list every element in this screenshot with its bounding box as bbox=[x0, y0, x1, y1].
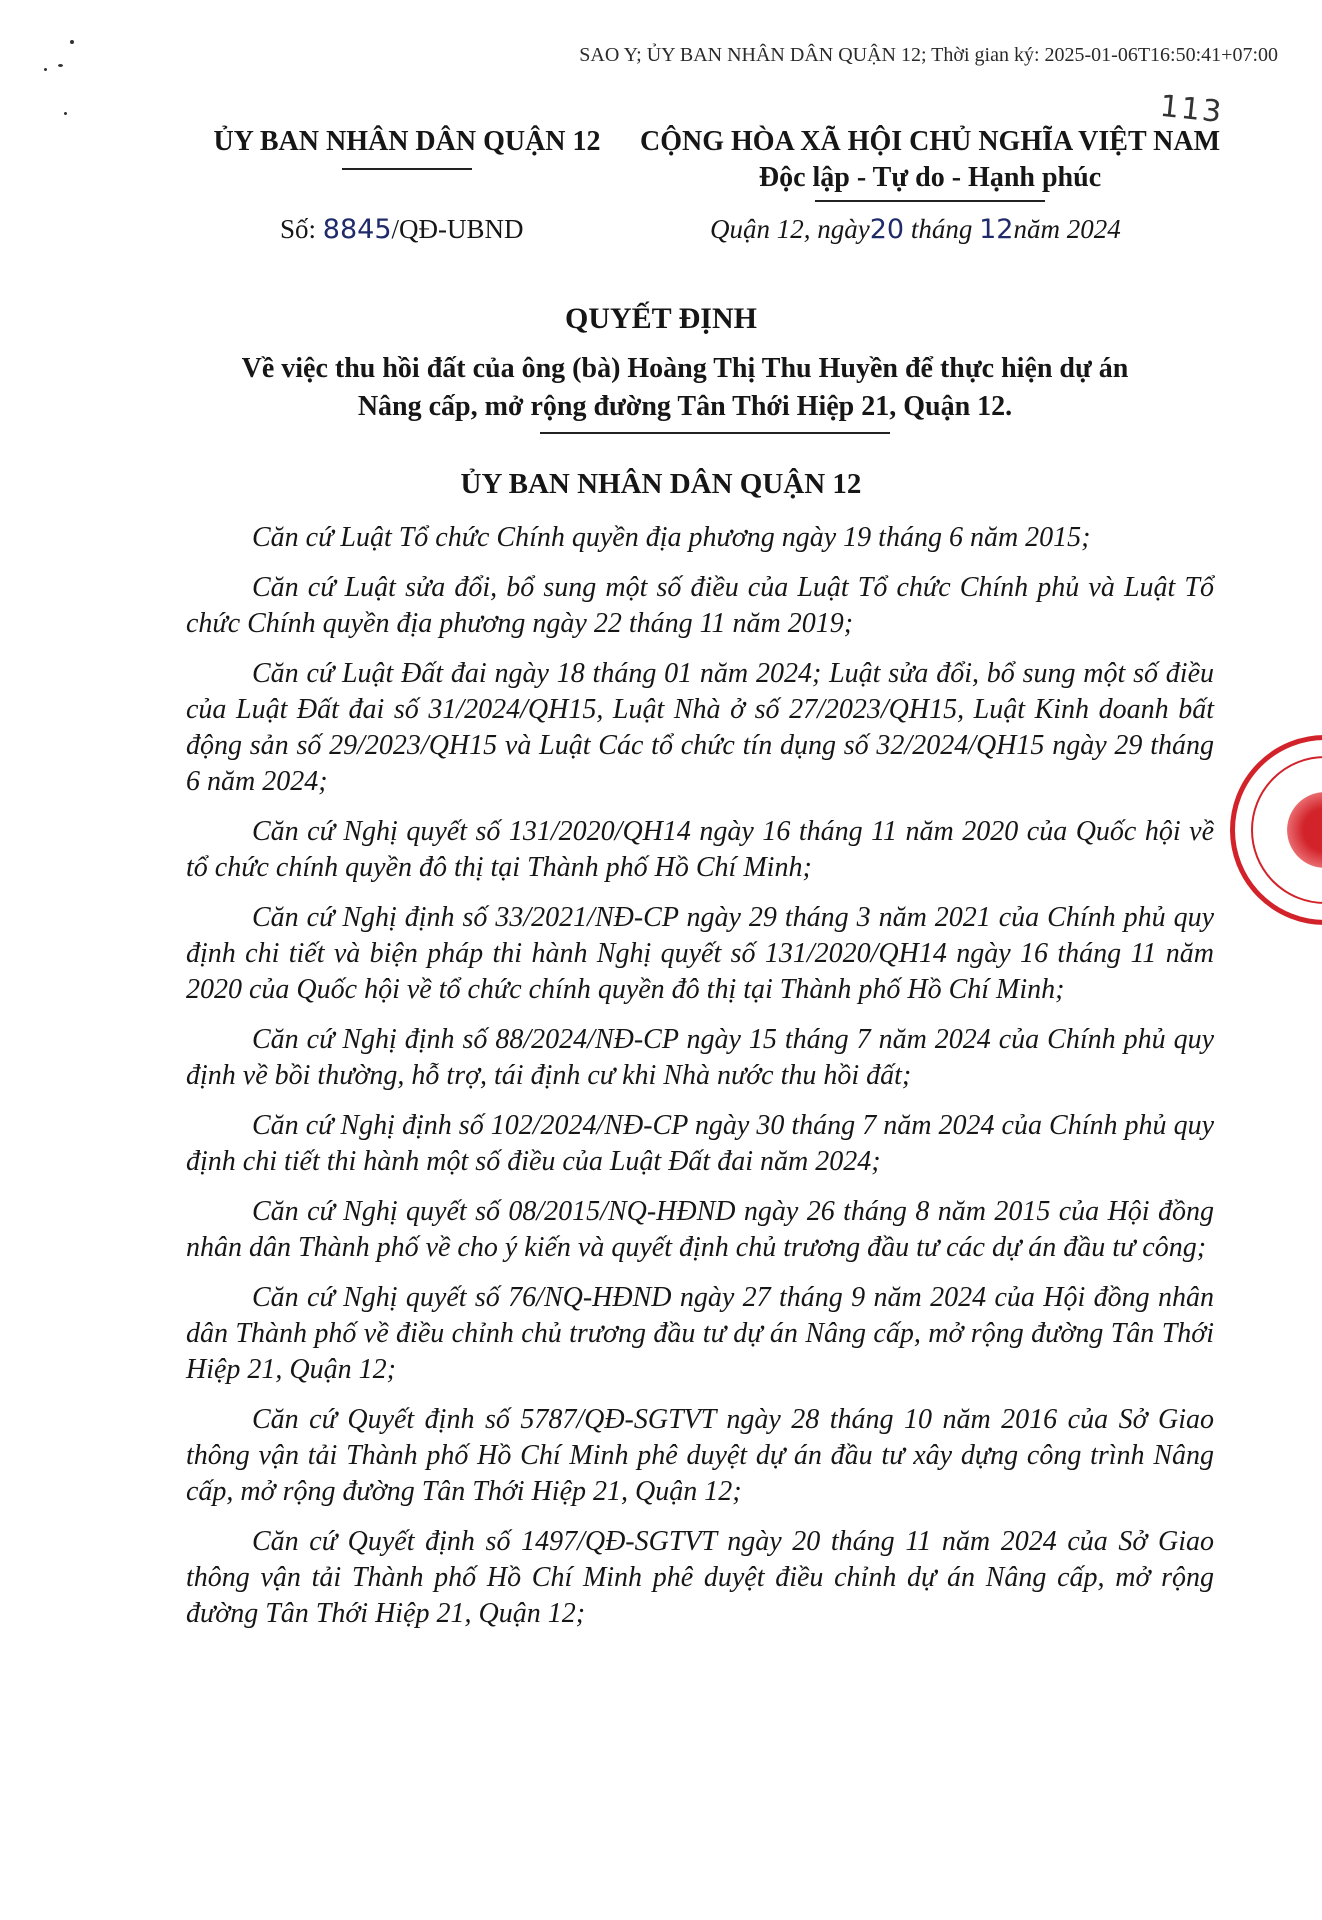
official-seal-stamp bbox=[1230, 735, 1322, 925]
handwritten-number: 8845 bbox=[322, 214, 392, 245]
legal-basis-item: Căn cứ Nghị định số 102/2024/NĐ-CP ngày 30 tháng 7 năm 2024 của Chính phủ quy định chi tiết thi hành một số điều của Luật Đất đai năm 2024; bbox=[186, 1110, 1214, 1177]
national-motto: Độc lập - Tự do - Hạnh phúc bbox=[758, 162, 1102, 193]
document-date bbox=[710, 214, 1121, 245]
national-header bbox=[620, 126, 1240, 202]
issuer-name: ỦY BAN NHÂN DÂN QUẬN 12 bbox=[213, 126, 601, 157]
handwritten-month: 12 bbox=[979, 214, 1014, 245]
issuer-underline bbox=[342, 168, 472, 170]
scan-speck bbox=[58, 64, 63, 67]
date-month-word: tháng bbox=[904, 214, 980, 244]
legal-basis-item: Căn cứ Luật Đất đai ngày 18 tháng 01 năm 2024; Luật sửa đổi, bổ sung một số điều của Luật Đất đai số 31/2024/QH15, Luật Nhà ở số 27/2023/QH15, Luật Kinh doanh bất động sản số 29/2023/QH15 và Luật Các tổ chức tín dụng số 32/2024/QH15 ngày 29 tháng 6 năm 2024; bbox=[186, 658, 1214, 797]
document-number bbox=[280, 214, 524, 245]
issuer-header bbox=[192, 126, 622, 170]
subject-underline bbox=[540, 432, 890, 434]
date-place: Quận 12, ngày bbox=[710, 214, 870, 244]
issuing-authority: ỦY BAN NHÂN DÂN QUẬN 12 bbox=[460, 468, 862, 500]
legal-basis-item: Căn cứ Quyết định số 1497/QĐ-SGTVT ngày 20 tháng 11 năm 2024 của Sở Giao thông vận tải Thành phố Hồ Chí Minh phê duyệt điều chỉnh dự án Nâng cấp, mở rộng đường Tân Thới Hiệp 21, Quận 12; bbox=[186, 1526, 1214, 1629]
legal-basis-item: Căn cứ Nghị quyết số 131/2020/QH14 ngày 16 tháng 11 năm 2020 của Quốc hội về tổ chức chính quyền đô thị tại Thành phố Hồ Chí Minh; bbox=[186, 816, 1214, 883]
number-prefix: Số: bbox=[280, 214, 323, 244]
motto-underline bbox=[815, 200, 1045, 202]
digital-certification-line: SAO Y; ỦY BAN NHÂN DÂN QUẬN 12; Thời gian ký: 2025-01-06T16:50:41+07:00 bbox=[579, 44, 1278, 66]
document-subject bbox=[150, 350, 1220, 426]
document-title: QUYẾT ĐỊNH bbox=[565, 302, 757, 335]
scan-speck bbox=[70, 40, 74, 44]
number-suffix: /QĐ-UBND bbox=[391, 214, 524, 244]
legal-basis-item: Căn cứ Luật sửa đổi, bổ sung một số điều của Luật Tổ chức Chính phủ và Luật Tổ chức Chính quyền địa phương ngày 22 tháng 11 năm 2019; bbox=[186, 572, 1214, 639]
legal-basis-item: Căn cứ Nghị quyết số 76/NQ-HĐND ngày 27 tháng 9 năm 2024 của Hội đồng nhân dân Thành phố về điều chỉnh chủ trương đầu tư dự án Nâng cấp, mở rộng đường Tân Thới Hiệp 21, Quận 12; bbox=[186, 1282, 1214, 1385]
subject-line-2: Nâng cấp, mở rộng đường Tân Thới Hiệp 21, Quận 12. bbox=[357, 391, 1013, 422]
legal-basis-item: Căn cứ Nghị định số 33/2021/NĐ-CP ngày 29 tháng 3 năm 2021 của Chính phủ quy định chi tiết và biện pháp thi hành Nghị quyết số 131/2020/QH14 ngày 16 tháng 11 năm 2020 của Quốc hội về tổ chức chính quyền đô thị tại Thành phố Hồ Chí Minh; bbox=[186, 902, 1214, 1005]
country-name: CỘNG HÒA XÃ HỘI CHỦ NGHĨA VIỆT NAM bbox=[639, 126, 1221, 157]
legal-basis-item: Căn cứ Nghị định số 88/2024/NĐ-CP ngày 15 tháng 7 năm 2024 của Chính phủ quy định về bồi thường, hỗ trợ, tái định cư khi Nhà nước thu hồi đất; bbox=[186, 1024, 1214, 1091]
legal-basis-list bbox=[186, 520, 1214, 1646]
scan-speck bbox=[64, 112, 67, 115]
legal-basis-item: Căn cứ Nghị quyết số 08/2015/NQ-HĐND ngày 26 tháng 8 năm 2015 của Hội đồng nhân dân Thành phố về cho ý kiến và quyết định chủ trương đầu tư các dự án đầu tư công; bbox=[186, 1196, 1214, 1263]
handwritten-day: 20 bbox=[869, 214, 905, 245]
scan-speck bbox=[44, 68, 47, 71]
legal-basis-item: Căn cứ Quyết định số 5787/QĐ-SGTVT ngày 28 tháng 10 năm 2016 của Sở Giao thông vận tải Thành phố Hồ Chí Minh phê duyệt dự án đầu tư xây dựng công trình Nâng cấp, mở rộng đường Tân Thới Hiệp 21, Quận 12; bbox=[186, 1404, 1214, 1507]
date-year: năm 2024 bbox=[1013, 214, 1121, 244]
handwritten-page-number: 113 bbox=[1158, 88, 1225, 131]
subject-line-1: Về việc thu hồi đất của ông (bà) Hoàng Thị Thu Huyền để thực hiện dự án bbox=[241, 353, 1129, 384]
legal-basis-item: Căn cứ Luật Tổ chức Chính quyền địa phương ngày 19 tháng 6 năm 2015; bbox=[252, 522, 1091, 553]
